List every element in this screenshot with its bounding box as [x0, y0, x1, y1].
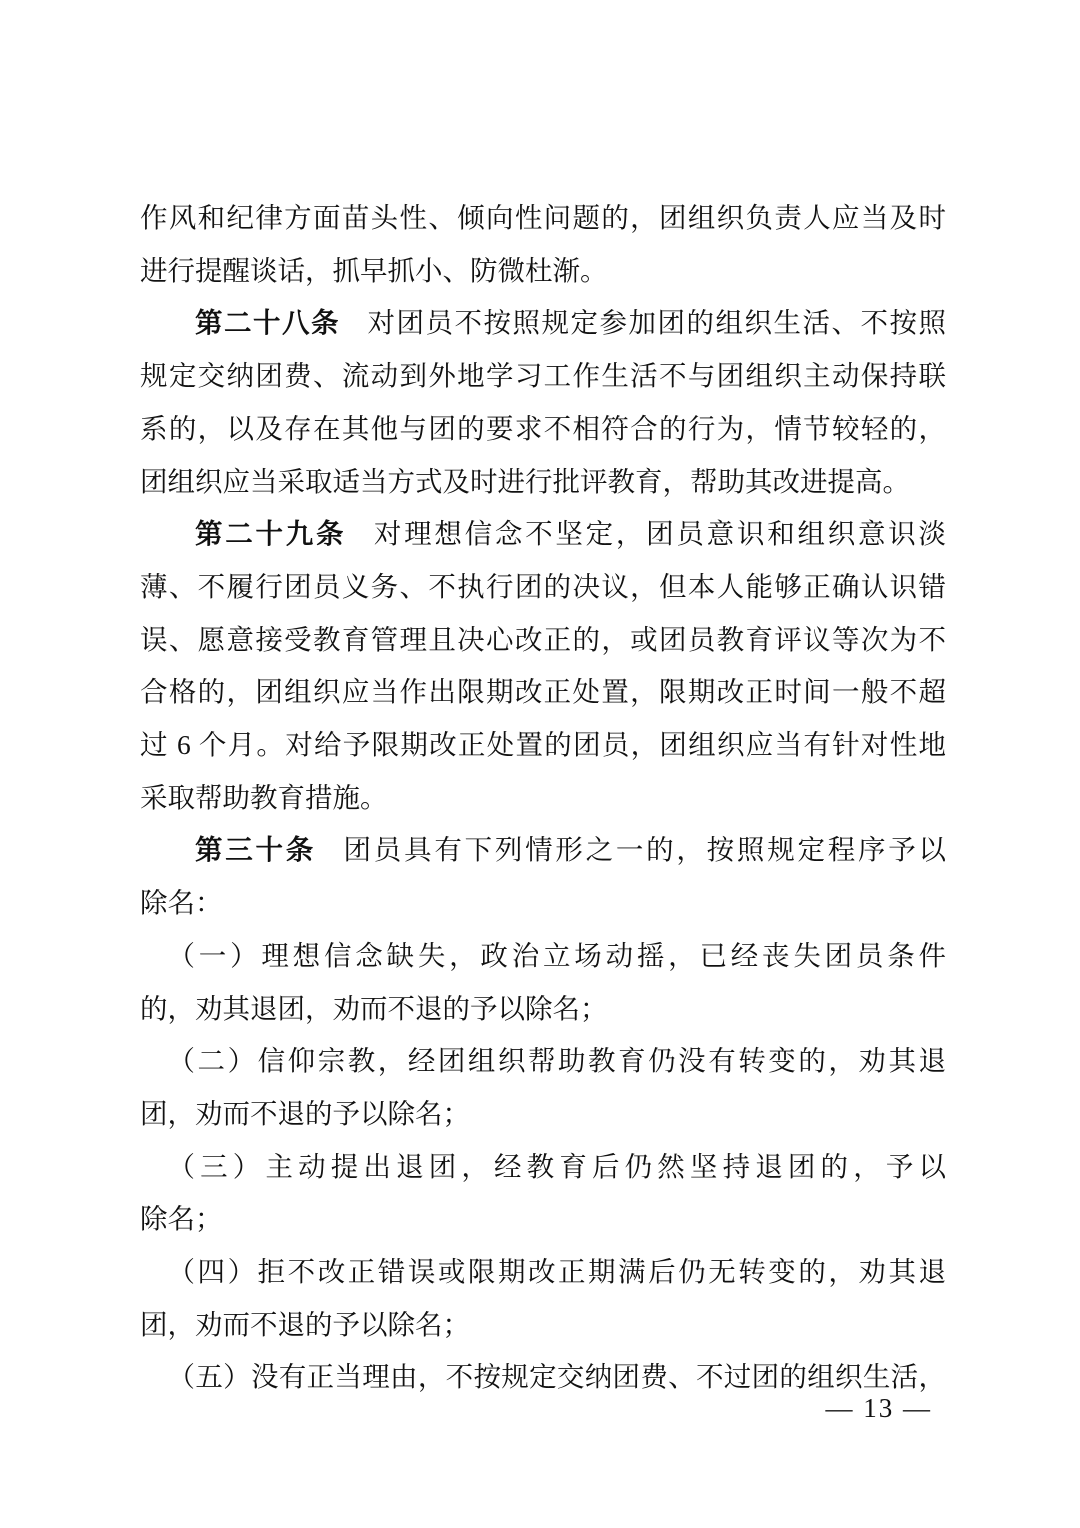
line-text: 团员具有下列情形之一的，按照规定程序予以 — [343, 834, 947, 866]
text-line — [140, 297, 946, 350]
line-text: （三）主动提出退团，经教育后仍然坚持退团的，予以 — [167, 1150, 946, 1182]
text-line — [140, 930, 946, 983]
text-line — [140, 1246, 946, 1299]
line-text: 对理想信念不坚定，团员意识和组织意识淡 — [373, 518, 947, 550]
line-text: 薄、不履行团员义务、不执行团的决议，但本人能够正确认识错 — [140, 570, 946, 602]
page-number: — 13 — — [825, 1393, 932, 1423]
line-text: 进行提醒谈话，抓早抓小、防微杜渐。 — [140, 254, 608, 286]
article-number: 第二十九条 — [195, 518, 347, 550]
text-line — [140, 877, 946, 930]
paragraph — [140, 1246, 946, 1351]
line-text: 系的，以及存在其他与团的要求不相符合的行为，情节较轻的， — [140, 412, 946, 444]
line-text: 过 6 个月。对给予限期改正处置的团员，团组织应当有针对性地 — [140, 729, 946, 761]
line-text: 规定交纳团费、流动到外地学习工作生活不与团组织主动保持联 — [140, 360, 946, 392]
line-text: 团，劝而不退的予以除名； — [140, 1308, 470, 1340]
text-line — [140, 1035, 946, 1088]
line-text: 除名； — [140, 1203, 223, 1235]
text-line — [140, 719, 946, 772]
line-text: （五）没有正当理由，不按规定交纳团费、不过团的组织生活， — [167, 1361, 946, 1393]
document-body — [140, 192, 946, 1404]
paragraph — [140, 930, 946, 1035]
line-text: 误、愿意接受教育管理且决心改正的，或团员教育评议等次为不 — [140, 623, 946, 655]
text-line — [140, 508, 946, 561]
article-number: 第三十条 — [195, 834, 317, 866]
text-line — [140, 1299, 946, 1352]
text-line — [140, 192, 946, 245]
line-text: 团，劝而不退的予以除名； — [140, 1097, 470, 1129]
text-line — [140, 350, 946, 403]
article-number: 第二十八条 — [195, 307, 340, 339]
paragraph — [140, 508, 946, 824]
text-line — [140, 824, 946, 877]
text-line — [140, 245, 946, 298]
line-text: 对团员不按照规定参加团的组织生活、不按照 — [367, 307, 946, 339]
paragraph — [140, 192, 946, 297]
line-text: （二）信仰宗教，经团组织帮助教育仍没有转变的，劝其退 — [167, 1045, 946, 1077]
text-line — [140, 1088, 946, 1141]
line-text: （四）拒不改正错误或限期改正期满后仍无转变的，劝其退 — [167, 1256, 946, 1288]
line-text: 采取帮助教育措施。 — [140, 781, 388, 813]
text-line — [140, 614, 946, 667]
paragraph — [140, 1141, 946, 1246]
text-line — [140, 1141, 946, 1194]
line-text: 除名： — [140, 887, 223, 919]
paragraph — [140, 297, 946, 508]
paragraph — [140, 824, 946, 929]
line-text: 合格的，团组织应当作出限期改正处置，限期改正时间一般不超 — [140, 676, 946, 708]
line-text: 团组织应当采取适当方式及时进行批评教育，帮助其改进提高。 — [140, 465, 910, 497]
text-line — [140, 1193, 946, 1246]
line-text: 的，劝其退团，劝而不退的予以除名； — [140, 992, 608, 1024]
line-text: （一）理想信念缺失，政治立场动摇，已经丧失团员条件 — [167, 939, 946, 971]
text-line — [140, 403, 946, 456]
text-line — [140, 983, 946, 1036]
text-line — [140, 456, 946, 509]
text-line — [140, 772, 946, 825]
text-line — [140, 666, 946, 719]
paragraph — [140, 1035, 946, 1140]
line-text: 作风和纪律方面苗头性、倾向性问题的，团组织负责人应当及时 — [140, 202, 946, 233]
text-line — [140, 561, 946, 614]
